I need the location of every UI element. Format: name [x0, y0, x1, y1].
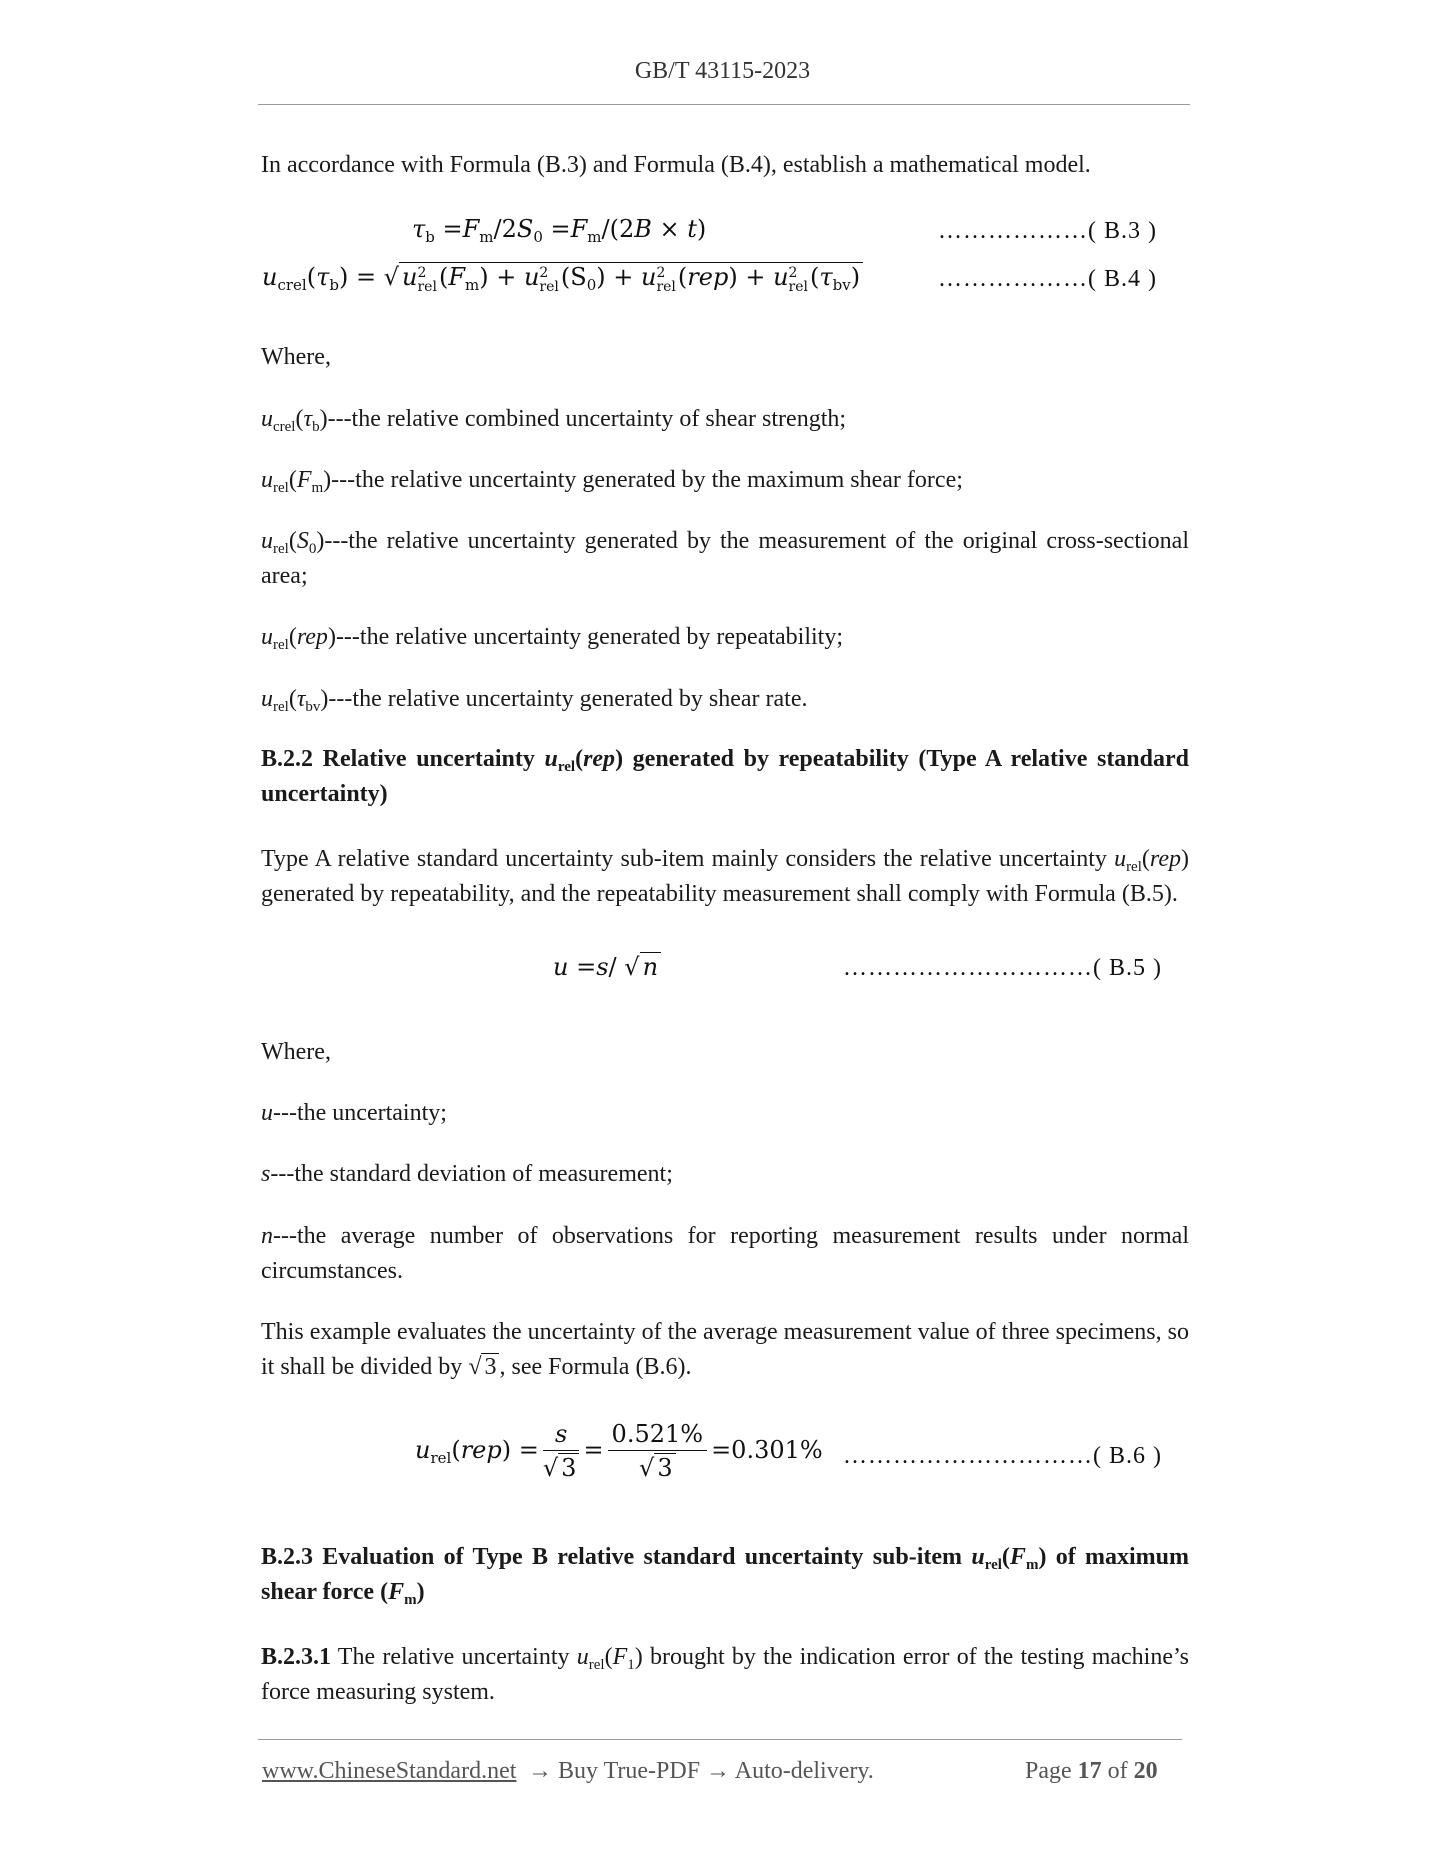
formula-b6: $u_{rel}(rep)$ = $\frac{s}{√ 3}$ = $\frac{0.521\%}{√ 3}$ =0.301%: [415, 1420, 823, 1482]
def-urel-fm-text: ---the relative uncertainty generated by the maximum shear force;: [331, 467, 963, 493]
page-number: 17: [1077, 1758, 1102, 1784]
section-b23-heading: B.2.3 Evaluation of Type B relative standard uncertainty sub-item $u_{rel}(F_m)$ of maximum shear force $(F_m)$: [261, 1544, 1190, 1608]
section-b22-title-b: generated by repeatability (Type A relative standard uncertainty): [261, 746, 1190, 807]
section-b22-para-a: Type A relative standard uncertainty sub-item mainly considers the relative uncertainty: [261, 846, 1115, 872]
def-s: s---the standard deviation of measurement;: [261, 1161, 673, 1187]
def-u-text: ---the uncertainty;: [273, 1100, 447, 1126]
def-urel-s0-text: ---the relative uncertainty generated by the measurement of the original cross-sectional area;: [261, 528, 1189, 589]
footer-page-indicator: [1025, 1758, 1158, 1785]
total-pages: 20: [1133, 1758, 1158, 1784]
def-n-text: ---the average number of observations for reporting measurement results under normal circumstances.: [261, 1223, 1189, 1284]
footer-tagline: → Buy True-PDF → Auto-delivery.: [528, 1758, 874, 1784]
section-b23-title-a: B.2.3 Evaluation of Type B relative standard uncertainty sub-item: [261, 1544, 972, 1570]
page-header-code: GB/T 43115-2023: [634, 58, 811, 84]
formula-b5: u =s/ √ n: [553, 953, 661, 981]
section-b231-paragraph: B.2.3.1 The relative uncertainty $u_{rel}(F_1)$ brought by the indication error of the testing machine’s force measuring system.: [261, 1644, 1189, 1705]
example-text-a: This example evaluates the uncertainty of the average measurement value of three specimens, so it shall be divided by: [261, 1319, 1189, 1380]
section-b23-title-b: of maximum shear force (: [261, 1544, 1190, 1605]
def-urel-rep: $u_{rel}(rep)--$-the relative uncertainty generated by repeatability;: [261, 624, 844, 653]
section-b22-para-b: generated by repeatability, and the repeatability measurement shall comply with Formula (B.5).: [261, 881, 1178, 907]
formula-b6-tag: …………………………( B.6 ): [843, 1443, 1162, 1469]
header-divider: [258, 104, 1190, 105]
formula-b4-tag: ………………( B.4 ): [938, 266, 1157, 292]
footer-website-link[interactable]: www.ChineseStandard.net: [262, 1758, 517, 1784]
formula-b6-value: 0.521%: [608, 1420, 708, 1451]
def-urel-tbv: $u_{rel}(\tau_{bv})--$-the relative uncertainty generated by shear rate.: [261, 686, 808, 715]
def-urel-fm: $u_{rel}(F_m)--$-the relative uncertainty generated by the maximum shear force;: [261, 467, 963, 496]
def-n: n---the average number of observations for reporting measurement results under normal circumstances.: [261, 1223, 1189, 1284]
section-b22-paragraph: Type A relative standard uncertainty sub-item mainly considers the relative uncertainty $u_{rel}(rep)$ generated by repeatability, and the repeatability measurement shall comply with Formula (B.5).: [261, 846, 1189, 907]
formula-b3: $\tau_b =F_m/2S_0 =F_m/(2B \times t)$: [412, 215, 707, 246]
def-urel-rep-text: ---the relative uncertainty generated by repeatability;: [335, 624, 844, 650]
where-label-1: Where,: [261, 344, 331, 370]
section-b22-title-a: B.2.2 Relative uncertainty: [261, 746, 545, 772]
def-urel-s0: $u_{rel}(S_0)--$-the relative uncertainty generated by the measurement of the original cross-sectional area;: [261, 528, 1189, 589]
section-b22-heading: B.2.2 Relative uncertainty $u_{rel}(rep)$ generated by repeatability (Type A relative standard uncertainty): [261, 746, 1190, 807]
formula-b5-tag: …………………………( B.5 ): [843, 955, 1162, 981]
intro-paragraph: In accordance with Formula (B.3) and Formula (B.4), establish a mathematical model.: [261, 152, 1091, 178]
formula-b3-tag: ………………( B.3 ): [938, 218, 1157, 244]
page-label: Page: [1025, 1758, 1072, 1784]
section-b23-title-c: ): [416, 1579, 425, 1605]
def-ucrel-text: ---the relative combined uncertainty of shear strength;: [327, 406, 847, 432]
section-b231-number: B.2.3.1: [261, 1644, 332, 1670]
formula-b4: $u_{crel}(\tau_b)$ = √ u 2 rel $(F_m) + u$ 2 rel $(S_0) + u$ 2 rel (rep) + u 2 rel $(\tau_{bv})$: [262, 263, 863, 294]
section-b231-text-a: The relative uncertainty: [331, 1644, 577, 1670]
example-text-b: , see Formula (B.6).: [499, 1354, 692, 1380]
def-urel-tbv-text: ---the relative uncertainty generated by shear rate.: [328, 686, 808, 712]
of-label: of: [1107, 1758, 1128, 1784]
footer-divider: [258, 1739, 1182, 1740]
def-u: u---the uncertainty;: [261, 1100, 447, 1126]
def-ucrel: $u_{crel}(\tau_b)--$-the relative combined uncertainty of shear strength;: [261, 406, 847, 435]
formula-b6-result: =0.301%: [711, 1436, 823, 1464]
def-s-text: ---the standard deviation of measurement;: [270, 1161, 673, 1187]
example-paragraph: This example evaluates the uncertainty of the average measurement value of three specimens, so it shall be divided by √ 3 , see Formula (B.6).: [261, 1319, 1189, 1380]
section-b231-text-b: brought by the indication error of the testing machine’s force measuring system.: [261, 1644, 1189, 1705]
where-label-2: Where,: [261, 1039, 331, 1065]
